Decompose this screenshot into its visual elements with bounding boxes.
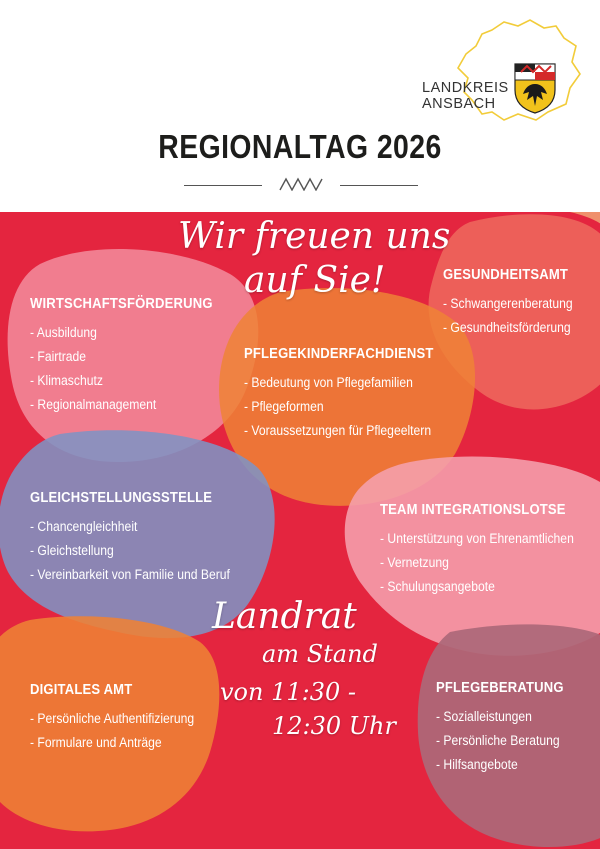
list-item: - Persönliche Authentifizierung: [30, 711, 195, 726]
section-digitales-amt: [30, 682, 212, 755]
list-item: - Schwangerenberatung: [443, 296, 573, 311]
divider-left: [184, 185, 262, 186]
list-item: - Fairtrade: [30, 349, 87, 364]
list-item: - Schulungsangebote: [380, 579, 495, 594]
section-title: PFLEGEBERATUNG: [436, 680, 564, 696]
list-item: - Pflegeformen: [244, 399, 324, 414]
landrat-line-1: Landrat: [212, 596, 357, 637]
list-item: - Unterstützung von Ehrenamtlichen: [380, 531, 574, 546]
list-item: - Formulare und Anträge: [30, 735, 162, 750]
landrat-line-3: von 11:30 -: [220, 678, 356, 706]
list-item: - Klimaschutz: [30, 373, 103, 388]
section-title: GESUNDHEITSAMT: [443, 267, 569, 283]
section-wirtschaftsfoerderung: [30, 296, 233, 417]
list-item: - Ausbildung: [30, 325, 97, 340]
zigzag-ornament: [279, 177, 323, 191]
list-item: - Gesundheitsförderung: [443, 320, 571, 335]
section-pflegeberatung: [436, 680, 578, 777]
section-title: WIRTSCHAFTSFÖRDERUNG: [30, 296, 213, 312]
list-item: - Vereinbarkeit von Familie und Beruf: [30, 567, 230, 582]
section-title: GLEICHSTELLUNGSSTELLE: [30, 490, 213, 506]
landrat-line-4: 12:30 Uhr: [272, 712, 396, 740]
section-gleichstellungsstelle: [30, 490, 252, 587]
logo-line-1: LANDKREIS: [422, 80, 509, 96]
section-team-integrationslotse: [380, 502, 595, 599]
list-item: - Sozialleistungen: [436, 709, 532, 724]
tagline-line-1: Wir freuen uns: [178, 216, 451, 257]
info-panel: [0, 212, 600, 849]
section-title: DIGITALES AMT: [30, 682, 133, 698]
list-item: - Hilfsangebote: [436, 757, 518, 772]
logo-wordmark: [422, 80, 509, 112]
section-gesundheitsamt: [443, 267, 587, 340]
landrat-line-2: am Stand: [262, 640, 378, 668]
list-item: - Persönliche Beratung: [436, 733, 560, 748]
header: [0, 0, 600, 212]
page-title: REGIONALTAG 2026: [158, 128, 442, 165]
divider-right: [340, 185, 418, 186]
list-item: - Chancengleichheit: [30, 519, 138, 534]
logo-line-2: ANSBACH: [422, 96, 496, 112]
section-pflegekinderfachdienst: [244, 346, 455, 443]
section-title: PFLEGEKINDERFACHDIENST: [244, 346, 434, 362]
coat-of-arms-icon: [513, 62, 557, 114]
section-title: TEAM INTEGRATIONSLOTSE: [380, 502, 566, 518]
list-item: - Vernetzung: [380, 555, 449, 570]
list-item: - Bedeutung von Pflegefamilien: [244, 375, 413, 390]
list-item: - Regionalmanagement: [30, 397, 157, 412]
list-item: - Gleichstellung: [30, 543, 114, 558]
tagline-line-2: auf Sie!: [244, 260, 386, 301]
list-item: - Voraussetzungen für Pflegeeltern: [244, 423, 432, 438]
